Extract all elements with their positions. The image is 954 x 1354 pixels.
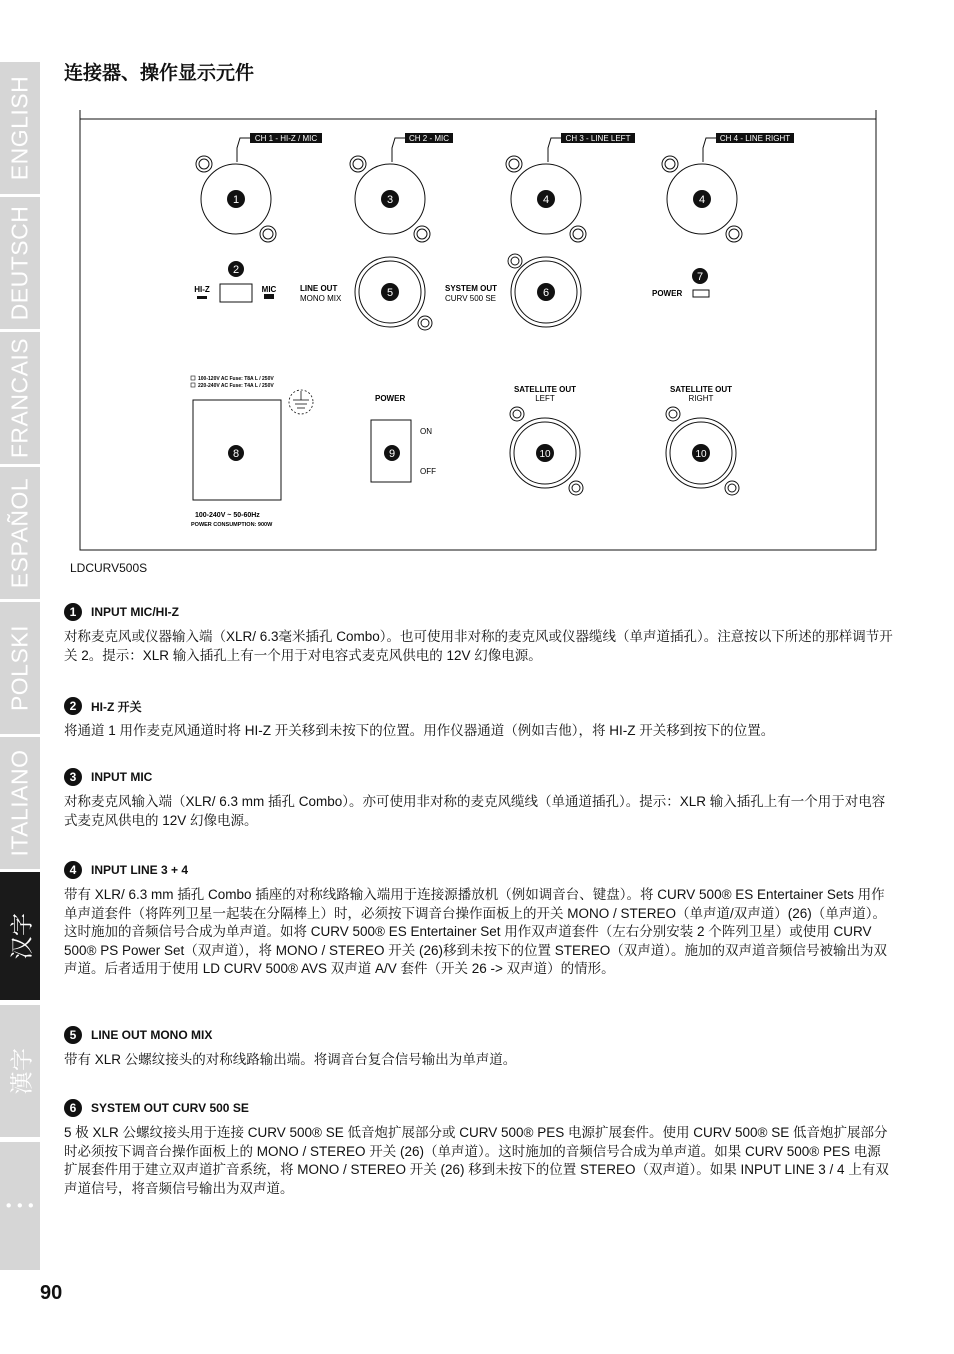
power-led bbox=[652, 268, 709, 298]
power-socket bbox=[191, 376, 313, 528]
tab-polski[interactable] bbox=[0, 602, 40, 734]
section-input-mic-hiz bbox=[64, 602, 894, 665]
svg-text:HI-Z: HI-Z bbox=[194, 285, 210, 294]
page-title: 连接器、操作显示元件 bbox=[64, 62, 255, 84]
tab-english[interactable] bbox=[0, 62, 40, 194]
tab-espanol[interactable] bbox=[0, 467, 40, 599]
svg-text:6: 6 bbox=[542, 287, 550, 299]
svg-text:220-240V AC Fuse: T4A L / 250V: 220-240V AC Fuse: T4A L / 250V bbox=[198, 383, 274, 389]
tab-label: 汉字 bbox=[8, 912, 35, 960]
svg-text:ON: ON bbox=[420, 427, 432, 436]
tab-label: FRANCAIS bbox=[6, 337, 33, 459]
svg-text:100-120V AC Fuse: T8A L / 250V: 100-120V AC Fuse: T8A L / 250V bbox=[198, 376, 274, 382]
item-number-badge: 2 bbox=[64, 697, 82, 715]
section-title: HI-Z 开关 bbox=[91, 699, 142, 714]
svg-text:3: 3 bbox=[386, 194, 394, 206]
section-body: 5 极 XLR 公螺纹接头用于连接 CURV 500® SE 低音炮扩展部分或 CURV 500® PES 电源扩展套件。使用 CURV 500® SE 低音炮扩展部分时必须按下调音台操作面板上的 MONO / STEREO 开关 (26)（单声道）。这时施加的音频信号合成为单声道。如果 CURV 500® PES 电源扩展套件用于建立双声道扩音系统，将 MONO / STEREO 开关 (26) 移到未按下的位置 STEREO（双声道）。如果 INPUT LINE 3 / 4 上有双声道信号，将音频信号输出为双声道。 bbox=[64, 1125, 889, 1196]
section-title: SYSTEM OUT CURV 500 SE bbox=[91, 1101, 249, 1115]
model-caption: LDCURV500S bbox=[70, 561, 148, 575]
svg-text:OFF: OFF bbox=[420, 467, 436, 476]
channel-label-2: CH 2 - MIC bbox=[409, 134, 449, 143]
svg-text:POWER: POWER bbox=[652, 289, 683, 298]
svg-text:5: 5 bbox=[386, 287, 394, 299]
tab-more[interactable] bbox=[0, 1142, 40, 1270]
channel-label-3: CH 3 - LINE LEFT bbox=[565, 134, 631, 143]
svg-text:4: 4 bbox=[698, 194, 706, 206]
section-input-mic bbox=[64, 767, 894, 830]
combo-jack-1 bbox=[196, 156, 276, 242]
svg-text:MIC: MIC bbox=[261, 285, 277, 294]
section-body: 带有 XLR 公螺纹接头的对称线路输出端。将调音台复合信号输出为单声道。 bbox=[64, 1052, 517, 1067]
channel-label-4: CH 4 - LINE RIGHT bbox=[719, 134, 791, 143]
rear-panel-diagram bbox=[40, 100, 920, 560]
item-number-badge: 1 bbox=[64, 603, 82, 621]
svg-text:100-240V ~ 50-60Hz: 100-240V ~ 50-60Hz bbox=[195, 512, 260, 519]
combo-jack-3 bbox=[506, 156, 586, 242]
section-body: 带有 XLR/ 6.3 mm 插孔 Combo 插座的对称线路输入端用于连接源播放机（例如调音台、键盘）。将 CURV 500® ES Entertainer Sets 用作单声道套件（将阵列卫星一起装在分隔棒上）时，必须按下调音台操作面板上的开关 MONO / STEREO（单声道/双声道）(26)（单声道）。这时施加的音频信号合成为单声道。如将 CURV 500® ES Entertainer Set 用作双声道套件（左右分别安装 2 个阵列卫星）或使用 CURV 500® PS Power Set（双声道），将 MONO / STEREO 开关 (26)移到未按下的位置 STEREO（双声道）。施加的双声道音频信号被输出为双声道。后者适用于使用 LD CURV 500® AVS 双声道 A/V 套件（开关 26 -> 双声道）的情形。 bbox=[64, 887, 888, 976]
satellite-out-right bbox=[666, 385, 739, 495]
svg-text:8: 8 bbox=[232, 448, 240, 460]
svg-text:RIGHT: RIGHT bbox=[688, 394, 714, 403]
svg-text:SATELLITE OUT: SATELLITE OUT bbox=[513, 385, 577, 394]
tab-label: 漢字 bbox=[8, 1047, 35, 1095]
svg-text:POWER: POWER bbox=[375, 394, 406, 403]
section-title: INPUT MIC/HI-Z bbox=[91, 605, 179, 619]
svg-text:LINE OUT: LINE OUT bbox=[300, 284, 338, 293]
item-number-badge: 5 bbox=[64, 1026, 82, 1044]
svg-text:2: 2 bbox=[232, 264, 240, 276]
system-out-jack bbox=[445, 254, 581, 327]
section-title: INPUT LINE 3 + 4 bbox=[91, 863, 189, 877]
satellite-out-left bbox=[510, 385, 583, 495]
svg-text:1: 1 bbox=[232, 194, 240, 206]
tab-deutsch[interactable] bbox=[0, 197, 40, 329]
svg-text:9: 9 bbox=[388, 448, 396, 460]
line-out-jack bbox=[300, 257, 432, 330]
more-dots-icon: • • • bbox=[5, 1197, 35, 1215]
section-system-out bbox=[64, 1098, 894, 1198]
svg-text:10: 10 bbox=[539, 449, 551, 460]
ground-icon bbox=[289, 390, 313, 414]
section-hiz-switch bbox=[64, 696, 894, 741]
svg-text:SYSTEM OUT: SYSTEM OUT bbox=[445, 284, 498, 293]
tab-label: ENGLISH bbox=[6, 75, 33, 181]
section-input-line bbox=[64, 860, 894, 979]
section-title: LINE OUT MONO MIX bbox=[91, 1028, 213, 1042]
item-number-badge: 3 bbox=[64, 768, 82, 786]
svg-text:10: 10 bbox=[695, 449, 707, 460]
page-number: 90 bbox=[40, 1282, 63, 1304]
hiz-switch bbox=[194, 261, 276, 302]
channel-label-1: CH 1 - HI-Z / MIC bbox=[254, 134, 318, 143]
svg-text:POWER CONSUMPTION: 900W: POWER CONSUMPTION: 900W bbox=[191, 522, 273, 528]
svg-text:7: 7 bbox=[696, 271, 704, 283]
tab-francais[interactable] bbox=[0, 332, 40, 464]
svg-text:SATELLITE OUT: SATELLITE OUT bbox=[669, 385, 733, 394]
item-number-badge: 4 bbox=[64, 861, 82, 879]
tab-label: DEUTSCH bbox=[6, 205, 33, 321]
svg-text:LEFT: LEFT bbox=[535, 394, 555, 403]
combo-jack-2 bbox=[350, 156, 430, 242]
svg-text:CURV 500 SE: CURV 500 SE bbox=[445, 294, 496, 303]
tab-simplified-chinese[interactable] bbox=[0, 872, 40, 1000]
tab-label: POLSKI bbox=[6, 624, 33, 712]
section-title: INPUT MIC bbox=[91, 770, 153, 784]
tab-label: ESPAÑOL bbox=[6, 477, 33, 589]
power-switch bbox=[371, 394, 436, 482]
item-number-badge: 6 bbox=[64, 1099, 82, 1117]
combo-jack-4 bbox=[662, 156, 742, 242]
section-body: 对称麦克风或仪器输入端（XLR/ 6.3毫米插孔 Combo）。也可使用非对称的麦克风或仪器缆线（单声道插孔）。注意按以下所述的那样调节开关 2。提示：XLR 输入插孔上有一个用于对电容式麦克风供电的 12V 幻像电源。 bbox=[64, 629, 893, 663]
tab-label: ITALIANO bbox=[6, 749, 33, 857]
section-body: 将通道 1 用作麦克风通道时将 HI-Z 开关移到未按下的位置。用作仪器通道（例如吉他），将 HI-Z 开关移到按下的位置。 bbox=[64, 723, 775, 738]
tab-italiano[interactable] bbox=[0, 737, 40, 869]
section-line-out bbox=[64, 1025, 894, 1070]
section-body: 对称麦克风输入端（XLR/ 6.3 mm 插孔 Combo）。亦可使用非对称的麦克风缆线（单通道插孔）。提示：XLR 输入插孔上有一个用于对电容式麦克风供电的 12V 幻像电源。 bbox=[64, 794, 886, 828]
svg-text:4: 4 bbox=[542, 194, 550, 206]
tab-traditional-chinese[interactable] bbox=[0, 1005, 40, 1137]
svg-text:MONO MIX: MONO MIX bbox=[300, 294, 342, 303]
